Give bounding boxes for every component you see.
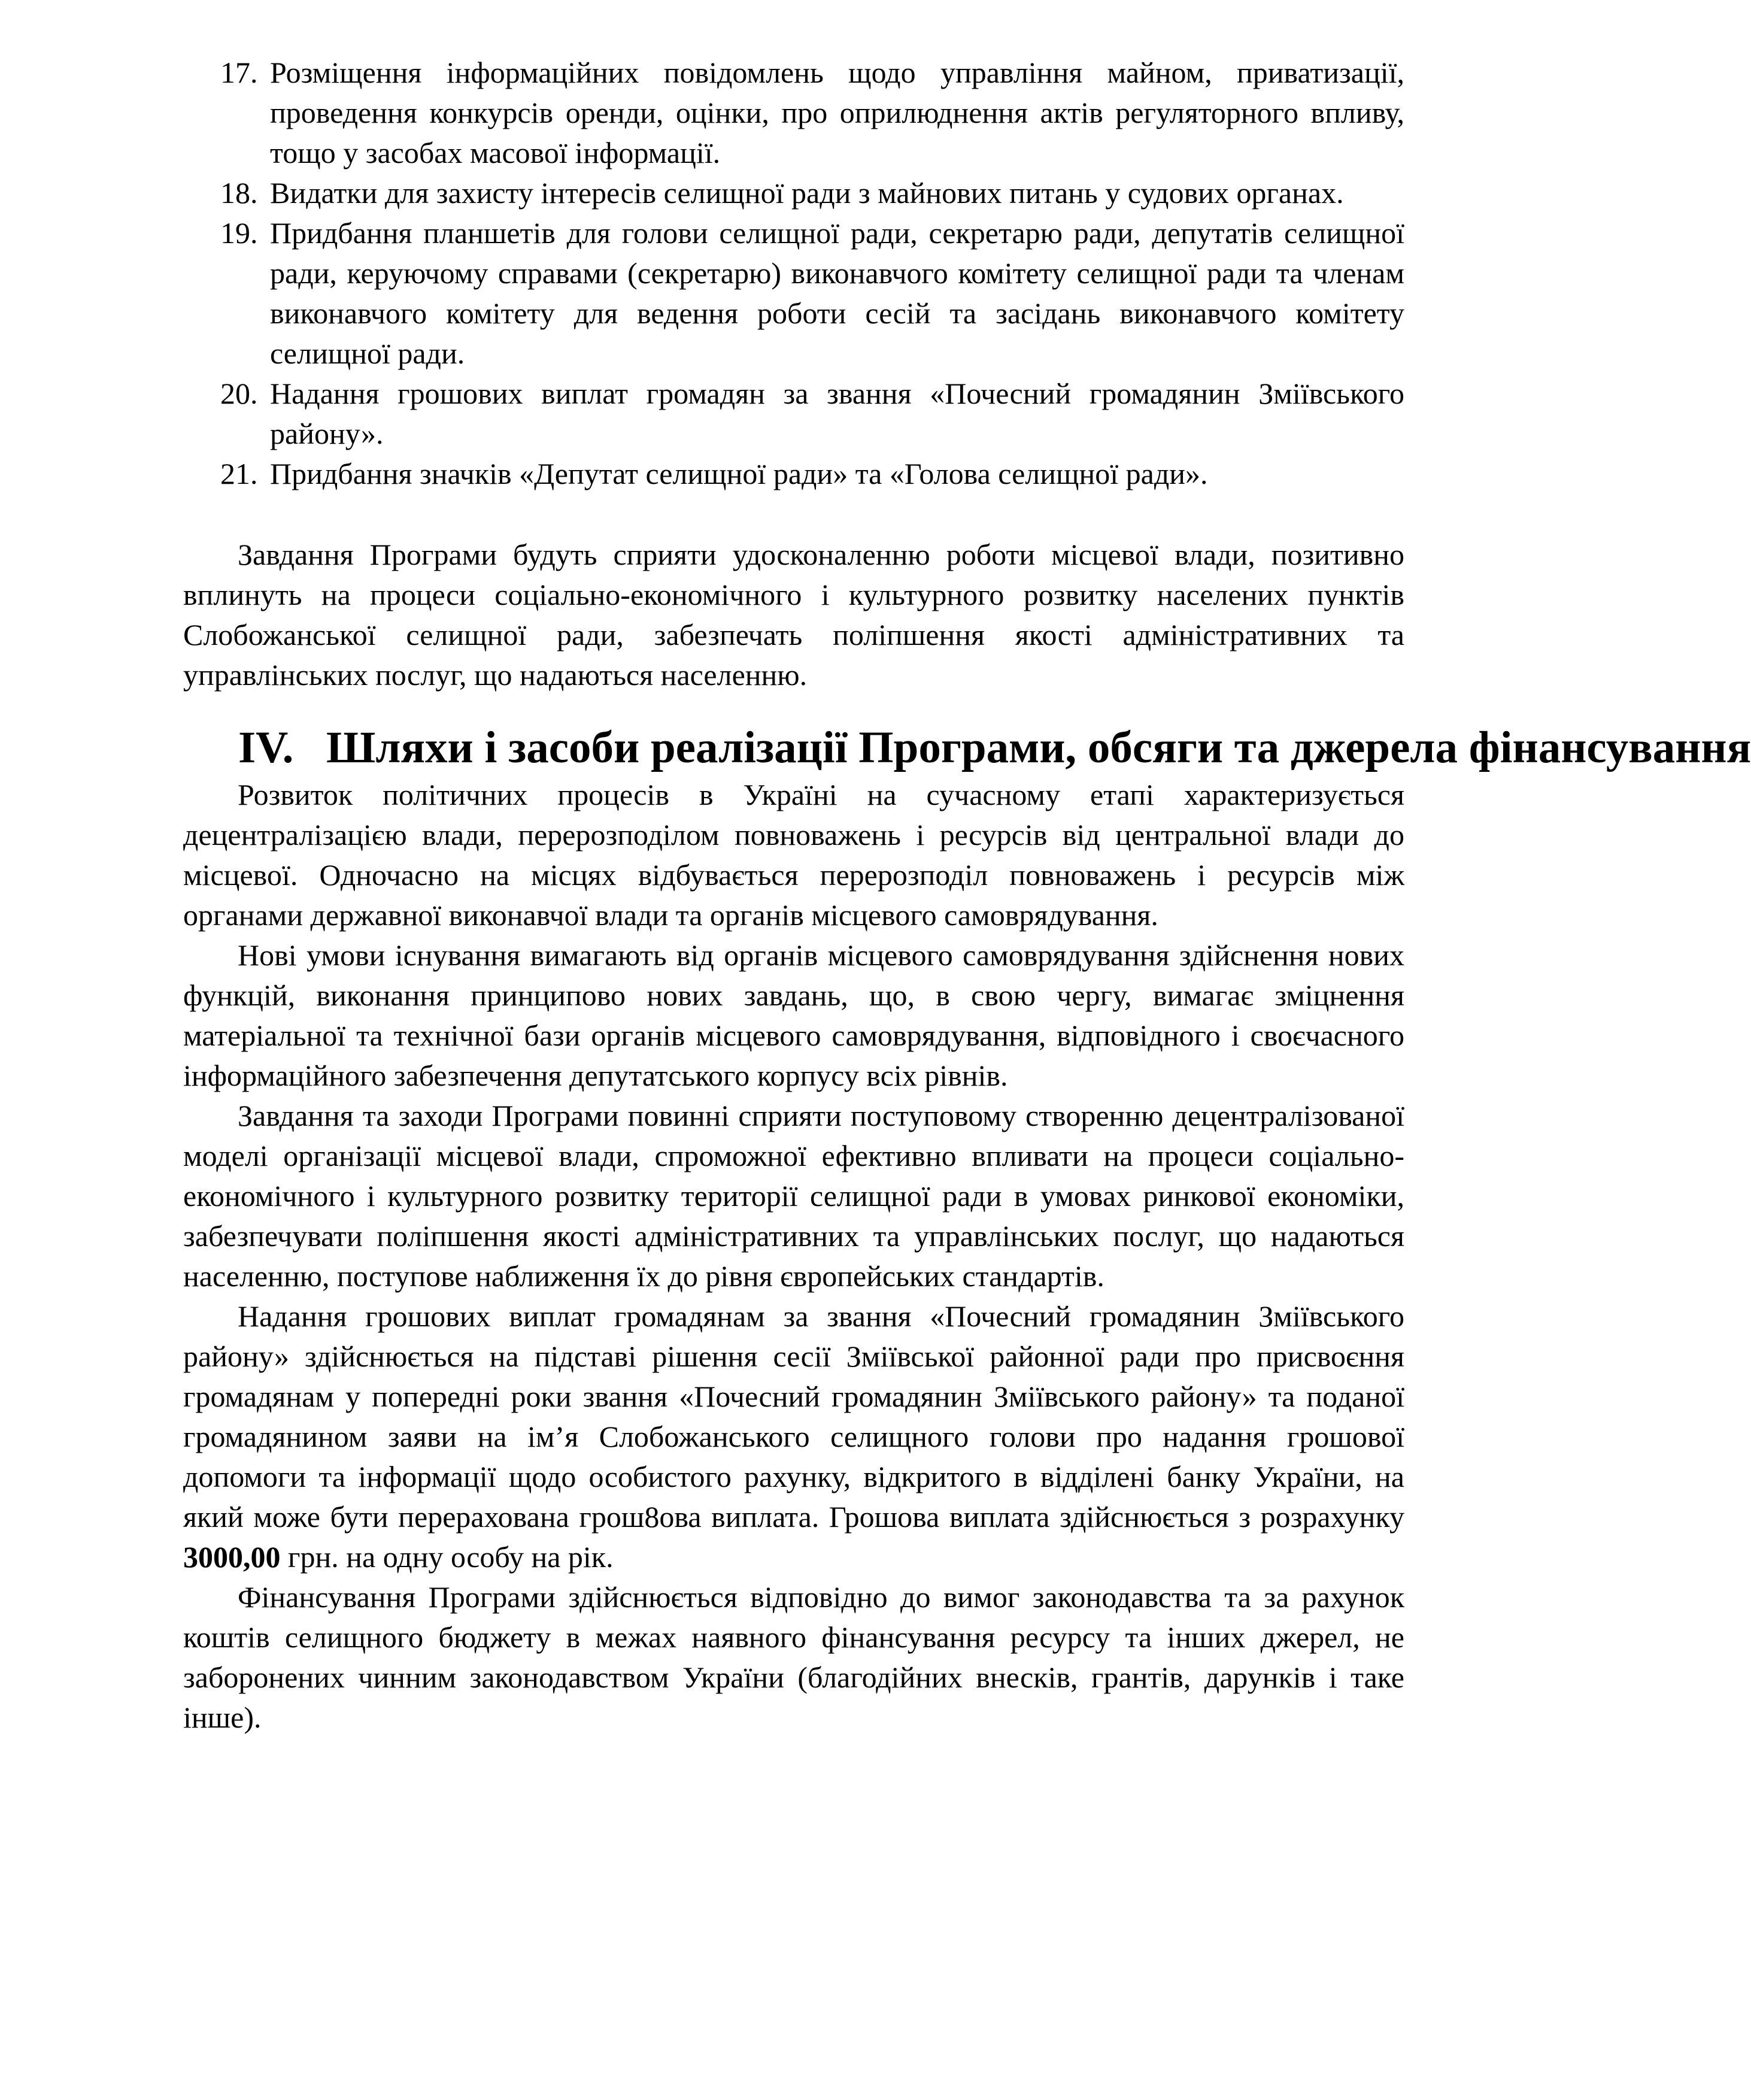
payment-text-after: грн. на одну особу на рік. xyxy=(280,1540,614,1574)
list-item-text: Надання грошових виплат громадян за звання «Почесний громадянин Зміївського району». xyxy=(270,377,1404,450)
payment-paragraph xyxy=(183,1296,1404,1577)
list-item xyxy=(183,53,1404,173)
body-paragraph: Завдання та заходи Програми повинні сприяти поступовому створенню децентралізованої моделі організації місцевої влади, спроможної ефективно впливати на процеси соціально-економічного і культурного розвитку території селищної ради в умовах ринкової економіки, забезпечувати поліпшення якості адміністративних та управлінських послуг, що надаються населенню, поступове наближення їх до рівня європейських стандартів. xyxy=(183,1099,1404,1293)
list-item-number: 20. xyxy=(220,377,258,410)
body-paragraph: Нові умови існування вимагають від органів місцевого самоврядування здійснення нових функцій, виконання принципово нових завдань, що, в свою чергу, вимагає зміцнення матеріальної та технічної бази органів місцевого самоврядування, відповідного і своєчасного інформаційного забезпечення депутатського корпусу всіх рівнів. xyxy=(183,938,1404,1092)
list-item xyxy=(183,173,1404,213)
section-title: Шляхи і засоби реалізації Програми, обсяги та джерела фінансування xyxy=(326,723,1751,772)
list-item-text: Придбання планшетів для голови селищної ради, секретарю ради, депутатів селищної ради, керуючому справами (секретарю) виконавчого комітету селищної ради та членам виконавчого комітету для ведення роботи сесій та засідань виконавчого комітету селищної ради. xyxy=(270,216,1404,370)
section-heading xyxy=(183,723,1751,772)
list-item-number: 18. xyxy=(220,176,258,210)
spacer xyxy=(183,494,1404,535)
tasks-paragraph: Завдання Програми будуть сприяти удосконаленню роботи місцевої влади, позитивно вплинуть на процеси соціально-економічного і культурного розвитку населених пунктів Слобожанської селищної ради, забезпечать поліпшення якості адміністративних та управлінських послуг, що надаються населенню. xyxy=(183,538,1404,692)
payment-text-before: Надання грошових виплат громадянам за звання «Почесний громадянин Зміївського району» здійснюється на підставі рішення сесії Зміївської районної ради про присвоєння громадянам у попередні роки звання «Почесний громадянин Зміївського району» та поданої громадянином заяви на ім’я Слобожанського селищного голови про надання грошової допомоги та інформації щодо особистого рахунку, відкритого в відділені банку України, на який може бути перерахована грош8ова виплата. Грошова виплата здійснюється з розрахунку xyxy=(183,1299,1404,1534)
payment-amount: 3000,00 xyxy=(183,1540,281,1574)
list-item-number: 21. xyxy=(220,457,258,490)
section-number: IV. xyxy=(238,723,294,772)
list-item xyxy=(183,454,1404,494)
list-item-text: Видатки для захисту інтересів селищної ради з майнових питань у судових органах. xyxy=(270,176,1344,210)
list-item-number: 17. xyxy=(220,56,258,89)
list-item xyxy=(183,213,1404,374)
list-item xyxy=(183,374,1404,454)
body-paragraph: Розвиток політичних процесів в Україні на сучасному етапі характеризується децентралізацією влади, перерозподілом повноважень і ресурсів від центральної влади до місцевої. Одночасно на місцях відбувається перерозподіл повноважень і ресурсів між органами державної виконавчої влади та органів місцевого самоврядування. xyxy=(183,778,1404,932)
measures-list xyxy=(183,53,1404,494)
list-item-number: 19. xyxy=(220,216,258,250)
document-page xyxy=(183,53,1751,1738)
list-item-text: Придбання значків «Депутат селищної ради» та «Голова селищної ради». xyxy=(270,457,1208,490)
financing-paragraph: Фінансування Програми здійснюється відповідно до вимог законодавства та за рахунок коштів селищного бюджету в межах наявного фінансування ресурсу та інших джерел, не заборонених чинним законодавством України (благодійних внесків, грантів, дарунків і таке інше). xyxy=(183,1580,1404,1734)
list-item-text: Розміщення інформаційних повідомлень щодо управління майном, приватизації, проведення конкурсів оренди, оцінки, про оприлюднення актів регуляторного впливу, тощо у засобах масової інформації. xyxy=(270,56,1404,169)
